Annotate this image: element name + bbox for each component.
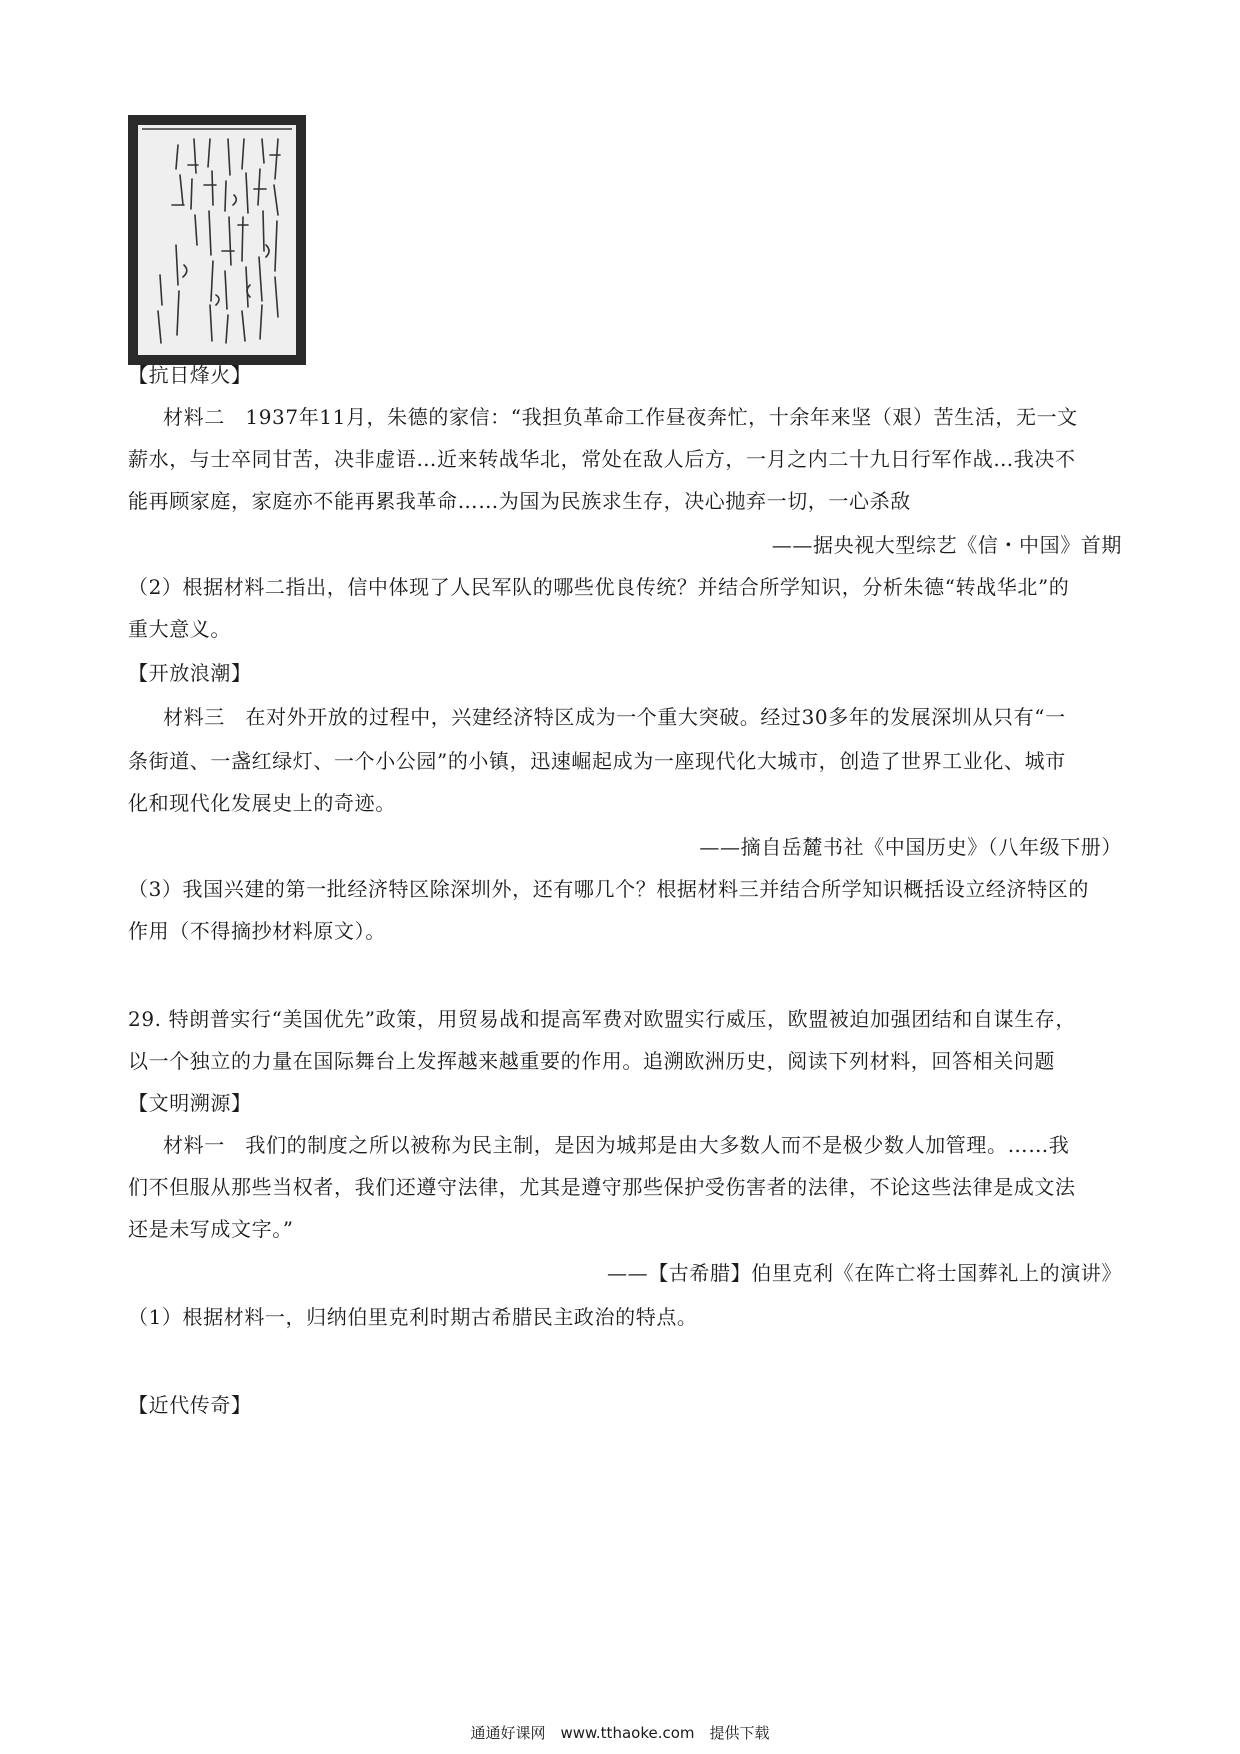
handwriting-strokes	[138, 125, 296, 355]
material1-line-1: 材料一 我们的制度之所以被称为民主制，是因为城邦是由大多数人而不是极少数人加管理。……我	[163, 1133, 1070, 1157]
question1-line: （1）根据材料一，归纳伯里克利时期古希腊民主政治的特点。	[128, 1305, 698, 1329]
question29-line-1: 29. 特朗普实行“美国优先”政策，用贸易战和提高军费对欧盟实行威压，欧盟被迫加强团结和自谋生存，	[128, 1007, 1077, 1031]
material3-source: ——摘自岳麓书社《中国历史》（八年级下册）	[699, 835, 1122, 859]
question29-line-2: 以一个独立的力量在国际舞台上发挥越来越重要的作用。追溯欧洲历史，阅读下列材料，回答相关问题	[128, 1049, 1055, 1073]
question3-line-2: 作用（不得摘抄材料原文）。	[128, 919, 386, 943]
material2-line-3: 能再顾家庭，家庭亦不能再累我革命……为国为民族求生存，决心抛弃一切，一心杀敌	[128, 489, 911, 513]
material1-source: ——【古希腊】伯里克利《在阵亡将士国葬礼上的演讲》	[607, 1261, 1122, 1285]
material3-line-3: 化和现代化发展史上的奇迹。	[128, 791, 396, 815]
material1-line-3: 还是未写成文字。”	[128, 1217, 294, 1241]
section-heading-wenming: 【文明溯源】	[128, 1091, 252, 1115]
material3-line-2: 条街道、一盏红绿灯、一个小公园”的小镇，迅速崛起成为一座现代化大城市，创造了世界工业化、城市	[128, 749, 1066, 773]
handwritten-letter-image	[128, 115, 306, 365]
material3-line-1: 材料三 在对外开放的过程中，兴建经济特区成为一个重大突破。经过30多年的发展深圳从只有“一	[163, 705, 1066, 729]
material2-source: ——据央视大型综艺《信・中国》首期	[771, 533, 1122, 557]
material1-line-2: 们不但服从那些当权者，我们还遵守法律，尤其是遵守那些保护受伤害者的法律，不论这些法律是成文法	[128, 1175, 1076, 1199]
question2-line-1: （2）根据材料二指出，信中体现了人民军队的哪些优良传统？并结合所学知识，分析朱德“转战华北”的	[128, 575, 1070, 599]
section-heading-kangri: 【抗日烽火】	[128, 363, 252, 387]
section-heading-kaifang: 【开放浪潮】	[128, 661, 252, 685]
section-heading-jindai: 【近代传奇】	[128, 1393, 252, 1417]
material2-line-1: 材料二 1937年11月，朱德的家信：“我担负革命工作昼夜奔忙，十余年来坚（艰）苦生活，无一文	[163, 405, 1078, 429]
footer-credit: 通通好课网 www.tthaoke.com 提供下载	[470, 1724, 770, 1742]
question2-line-2: 重大意义。	[128, 617, 231, 641]
material2-line-2: 薪水，与士卒同甘苦，决非虚语…近来转战华北，常处在敌人后方，一月之内二十九日行军作战…我决不	[128, 447, 1076, 471]
question3-line-1: （3）我国兴建的第一批经济特区除深圳外，还有哪几个？根据材料三并结合所学知识概括设立经济特区的	[128, 877, 1089, 901]
